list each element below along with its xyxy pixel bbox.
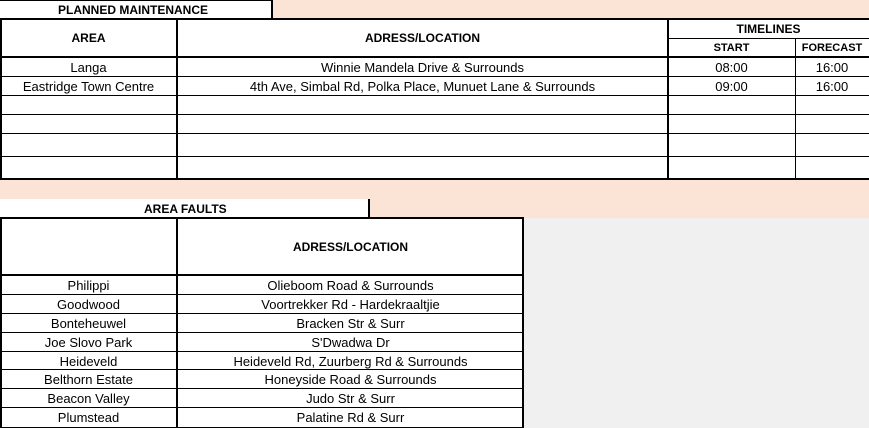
list-item <box>0 276 177 295</box>
faults-address-header <box>177 219 524 274</box>
list-item <box>177 370 524 389</box>
header-band <box>272 0 869 19</box>
empty-region <box>524 218 869 428</box>
table-row <box>177 58 668 77</box>
list-item <box>0 389 177 408</box>
list-item <box>0 314 177 333</box>
col-forecast-label: FORECAST <box>801 42 863 54</box>
fault-address: Bracken Str & Surr <box>296 316 405 331</box>
fault-address: Palatine Rd & Surr <box>296 410 405 425</box>
row-address: Winnie Mandela Drive & Surrounds <box>320 60 525 75</box>
col-timelines-header <box>668 19 869 39</box>
table-row <box>177 77 668 96</box>
col-start-header <box>668 39 795 57</box>
list-item <box>0 333 177 352</box>
col-area-label: AREA <box>71 31 106 45</box>
fault-address: Judo Str & Surr <box>306 391 395 406</box>
table-row <box>668 58 795 77</box>
table-row <box>0 58 177 77</box>
col-address-label: ADRESS/LOCATION <box>364 31 481 45</box>
col-address-header <box>177 19 668 57</box>
row-area: Langa <box>70 60 107 75</box>
faults-address-label: ADRESS/LOCATION <box>292 239 409 254</box>
fault-area: Plumstead <box>57 410 120 425</box>
fault-area: Philippi <box>67 278 110 293</box>
col-timelines-label: TIMELINES <box>736 22 801 36</box>
fault-area: Beacon Valley <box>47 391 130 406</box>
table-row <box>795 77 869 96</box>
fault-address: Voortrekker Rd - Hardekraaltjie <box>261 297 440 312</box>
fault-address: Olieboom Road & Surrounds <box>267 278 434 293</box>
list-item <box>0 295 177 314</box>
list-item <box>177 333 524 352</box>
fault-address: S'Dwadwa Dr <box>311 335 390 350</box>
row-forecast: 16:00 <box>815 79 849 94</box>
faults-title-text: AREA FAULTS <box>144 201 227 216</box>
row-start: 09:00 <box>715 79 748 94</box>
row-area: Eastridge Town Centre <box>22 79 155 94</box>
list-item <box>177 389 524 408</box>
col-area-header <box>0 19 177 57</box>
row-address: 4th Ave, Simbal Rd, Polka Place, Munuet Lane & Surrounds <box>249 79 596 94</box>
planned-title-text: PLANNED MAINTENANCE <box>58 2 208 17</box>
table-row <box>668 77 795 96</box>
planned-maintenance-title <box>0 0 272 19</box>
list-item <box>177 408 524 427</box>
fault-area: Goodwood <box>57 297 120 312</box>
fault-area: Bonteheuwel <box>50 316 127 331</box>
list-item <box>0 408 177 427</box>
table-row <box>0 77 177 96</box>
header-band <box>369 199 869 218</box>
fault-area: Joe Slovo Park <box>44 335 133 350</box>
row-start: 08:00 <box>715 60 748 75</box>
list-item <box>177 314 524 333</box>
table-row <box>795 58 869 77</box>
area-faults-title <box>0 199 369 218</box>
list-item <box>177 276 524 295</box>
fault-address: Honeyside Road & Surrounds <box>264 372 437 387</box>
list-item <box>0 370 177 389</box>
row-forecast: 16:00 <box>815 60 849 75</box>
list-item <box>177 295 524 314</box>
col-forecast-header <box>795 39 869 57</box>
col-start-label: START <box>713 42 750 54</box>
fault-address: Heideveld Rd, Zuurberg Rd & Surrounds <box>233 354 468 369</box>
section-separator <box>0 180 869 199</box>
fault-area: Belthorn Estate <box>44 372 133 387</box>
fault-area: Heideveld <box>59 354 118 369</box>
